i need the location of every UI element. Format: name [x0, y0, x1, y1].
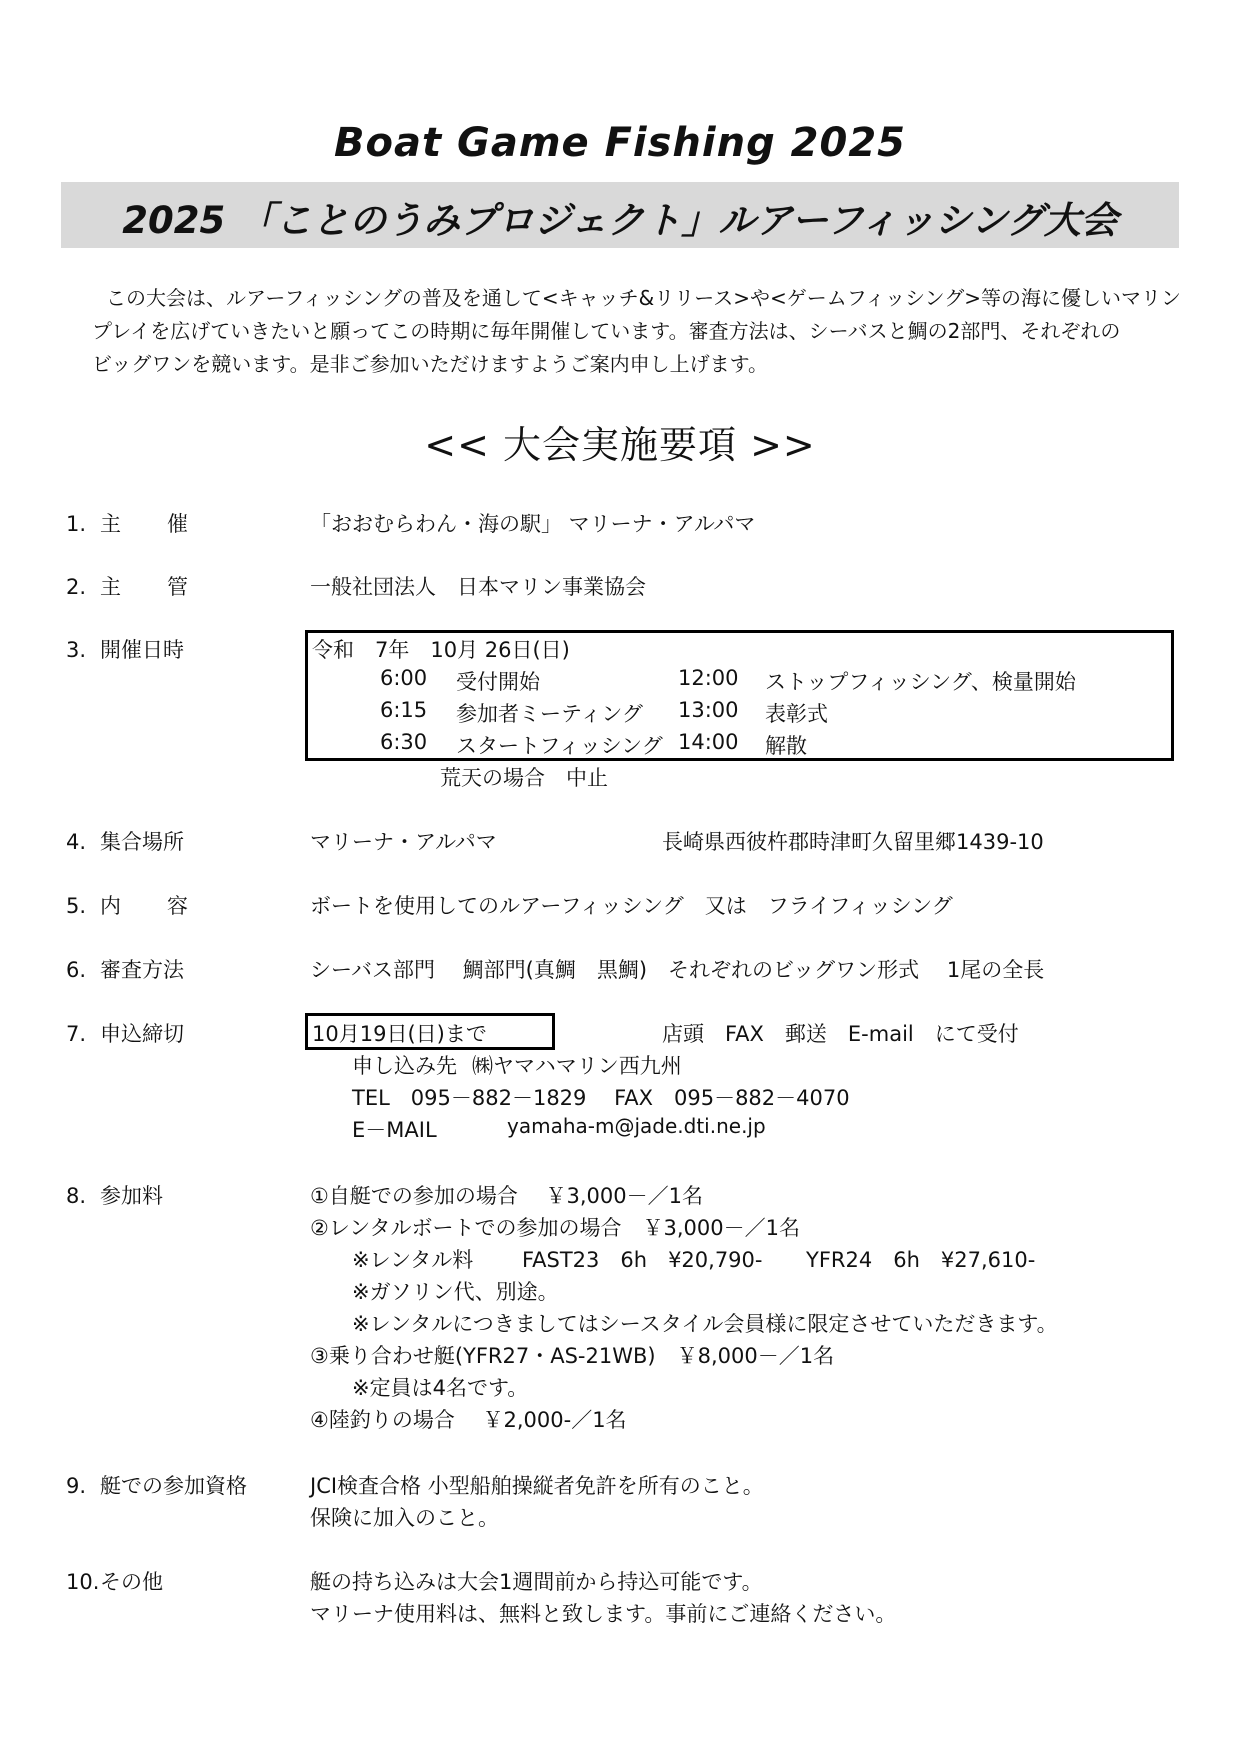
schedule-event: ストップフィッシング、検量開始 — [765, 670, 1076, 694]
rental-fee-fast23: FAST23 6h ¥20,790- — [522, 1248, 763, 1272]
title-japanese: 2025 「ことのうみプロジェクト」ルアーフィッシング大会 — [122, 199, 1118, 242]
contact-label: 申し込み先 — [352, 1054, 457, 1078]
weather-note: 荒天の場合 中止 — [440, 766, 608, 790]
other-boat-delivery: 艇の持ち込みは大会1週間前から持込可能です。 — [310, 1570, 763, 1594]
item-number: 8. — [66, 1184, 87, 1208]
item-number: 9. — [66, 1474, 87, 1498]
item-number: 4. — [66, 830, 87, 854]
item-label-organizer — [66, 508, 234, 538]
content-value: ボートを使用してのルアーフィッシング 又は フライフィッシング — [310, 894, 953, 918]
item-label-text: 開催日時 — [100, 638, 184, 662]
email-label: E－MAIL — [352, 1118, 437, 1142]
rental-fee-yfr24: YFR24 6h ¥27,610- — [806, 1248, 1036, 1272]
schedule-time: 12:00 — [678, 666, 739, 690]
schedule-event: 参加者ミーティング — [456, 702, 643, 726]
schedule-time: 13:00 — [678, 698, 739, 722]
item-label-fees — [66, 1180, 163, 1210]
schedule-time: 6:15 — [380, 698, 428, 722]
qualification-license: JCI検査合格 小型船舶操縦者免許を所有のこと。 — [310, 1474, 764, 1498]
item-label-text: 集合場所 — [100, 830, 184, 854]
section-heading: << 大会実施要項 >> — [424, 423, 816, 467]
intro-line-1: この大会は、ルアーフィッシングの普及を通して<キャッチ&リリース>や<ゲームフィッシング>等の海に優しいマリン — [106, 286, 1182, 310]
item-number: 10. — [66, 1570, 100, 1594]
item-number: 5. — [66, 894, 87, 918]
venue-address: 長崎県西彼杵郡時津町久留里郷1439-10 — [662, 830, 1044, 854]
item-number: 2. — [66, 575, 87, 599]
item-label-judging — [66, 954, 184, 984]
item-label-text: 主管 — [100, 575, 234, 599]
item-label-deadline — [66, 1018, 184, 1048]
rental-fee-label: ※レンタル料 — [352, 1248, 474, 1272]
other-marina-fee: マリーナ使用料は、無料と致します。事前にご連絡ください。 — [310, 1602, 897, 1626]
item-label-qualification — [66, 1470, 247, 1500]
venue-name: マリーナ・アルパマ — [310, 830, 497, 854]
schedule-event: スタートフィッシング — [456, 734, 663, 758]
item-label-content — [66, 890, 234, 920]
organizer-value: 「おおむらわん・海の駅」 マリーナ・アルパマ — [310, 512, 756, 536]
fee-shore-fishing: ④陸釣りの場合 ￥2,000-／1名 — [310, 1408, 627, 1432]
item-label-text: 主催 — [100, 512, 234, 536]
contact-email: yamaha-m@jade.dti.ne.jp — [507, 1114, 766, 1138]
application-methods: 店頭 FAX 郵送 E-mail にて受付 — [662, 1022, 1019, 1046]
fee-rental-boat: ②レンタルボートでの参加の場合 ￥3,000－／1名 — [310, 1216, 800, 1240]
item-number: 6. — [66, 958, 87, 982]
contact-tel-fax: TEL 095－882－1829 FAX 095－882－4070 — [352, 1086, 850, 1110]
deadline-date: 10月19日(日)まで — [312, 1022, 487, 1046]
fee-note-member: ※レンタルにつきましてはシースタイル会員様に限定させていただきます。 — [352, 1312, 1058, 1336]
item-label-text: 艇での参加資格 — [100, 1474, 247, 1498]
fee-own-boat: ①自艇での参加の場合 ￥3,000－／1名 — [310, 1184, 703, 1208]
schedule-time: 14:00 — [678, 730, 739, 754]
item-number: 1. — [66, 512, 87, 536]
item-label-text: 審査方法 — [100, 958, 184, 982]
item-label-text: 参加料 — [100, 1184, 163, 1208]
item-label-text: 申込締切 — [100, 1022, 184, 1046]
fee-note-gasoline: ※ガソリン代、別途。 — [352, 1280, 559, 1304]
intro-paragraph — [92, 282, 1182, 381]
schedule-time: 6:30 — [380, 730, 428, 754]
item-label-datetime — [66, 634, 184, 664]
title-english: Boat Game Fishing 2025 — [334, 120, 906, 166]
item-label-venue — [66, 826, 184, 856]
item-number: 3. — [66, 638, 87, 662]
fee-note-capacity: ※定員は4名です。 — [352, 1376, 529, 1400]
item-label-other — [66, 1566, 163, 1596]
qualification-insurance: 保険に加入のこと。 — [310, 1506, 499, 1530]
schedule-event: 表彰式 — [765, 702, 828, 726]
item-label-text: 内容 — [100, 894, 234, 918]
contact-name: ㈱ヤマハマリン西九州 — [472, 1054, 682, 1078]
schedule-event: 解散 — [765, 734, 807, 758]
management-value: 一般社団法人 日本マリン事業協会 — [310, 575, 646, 599]
item-label-management — [66, 571, 234, 601]
judging-value: シーバス部門 鯛部門(真鯛 黒鯛) それぞれのビッグワン形式 1尾の全長 — [310, 958, 1045, 982]
item-number: 7. — [66, 1022, 87, 1046]
intro-line-2: プレイを広げていきたいと願ってこの時期に毎年開催しています。審査方法は、シーバスと鯛の2部門、それぞれの — [92, 319, 1121, 343]
intro-line-3: ビッグワンを競います。是非ご参加いただけますようご案内申し上げます。 — [92, 352, 768, 376]
schedule-time: 6:00 — [380, 666, 428, 690]
item-label-text: その他 — [100, 1570, 163, 1594]
fee-shared-boat: ③乗り合わせ艇(YFR27・AS-21WB) ￥8,000－／1名 — [310, 1344, 835, 1368]
event-date: 令和 7年 10月 26日(日) — [312, 638, 570, 662]
schedule-event: 受付開始 — [456, 670, 540, 694]
